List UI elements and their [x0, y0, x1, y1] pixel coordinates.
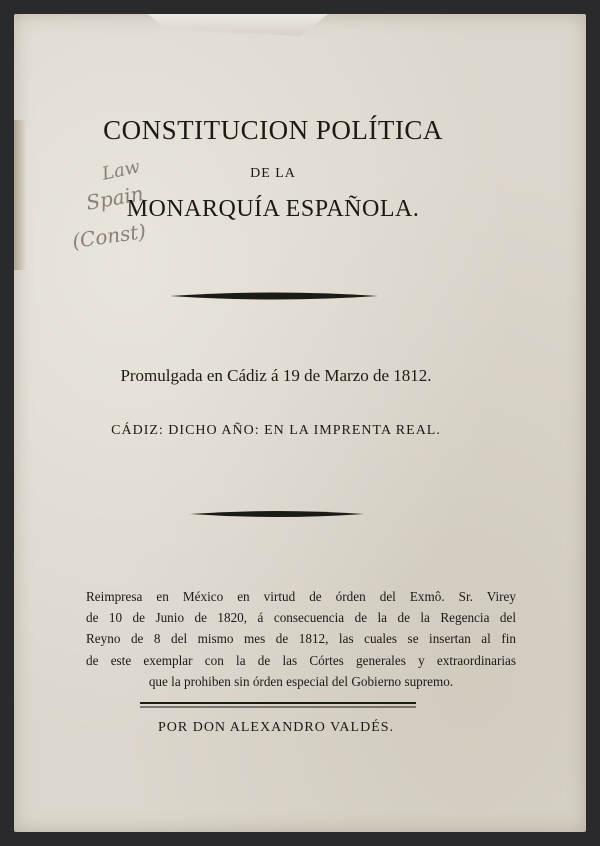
- handwritten-note-2: Spain: [84, 181, 146, 215]
- double-rule: [140, 701, 416, 709]
- promulgation-line: Promulgada en Cádiz á 19 de Marzo de 1812.: [120, 366, 432, 385]
- reprint-line: que la prohiben sin órden especial del Gobierno supremo.: [148, 673, 454, 689]
- reprint-line: de 10 de Junio de 1820, á consecuencia de la de la Regencia del: [86, 610, 516, 626]
- handwritten-note-3: (Const): [70, 218, 148, 254]
- printer-line: POR DON ALEXANDRO VALDÉS.: [157, 720, 395, 735]
- title-line-1: CONSTITUCION POLÍTICA: [103, 115, 443, 145]
- ornamental-rule-1: [168, 290, 380, 302]
- reprint-line: Reimpresa en México en virtud de órden del Exmô. Sr. Virey: [86, 589, 516, 604]
- reprint-line: Reyno de 8 del mismo mes de 1812, las cuales se insertan al fin: [86, 631, 516, 647]
- reprint-line: de este exemplar con la de las Córtes generales y extraordinarias: [86, 652, 516, 668]
- handwritten-note-1: Law: [100, 156, 142, 185]
- imprint-line: CÁDIZ: DICHO AÑO: EN LA IMPRENTA REAL.: [111, 423, 441, 438]
- reprint-notice: [86, 586, 516, 692]
- ornamental-rule-2: [188, 508, 366, 520]
- title-line-2: DE LA: [250, 166, 296, 181]
- title-line-3: MONARQUÍA ESPAÑOLA.: [126, 196, 420, 222]
